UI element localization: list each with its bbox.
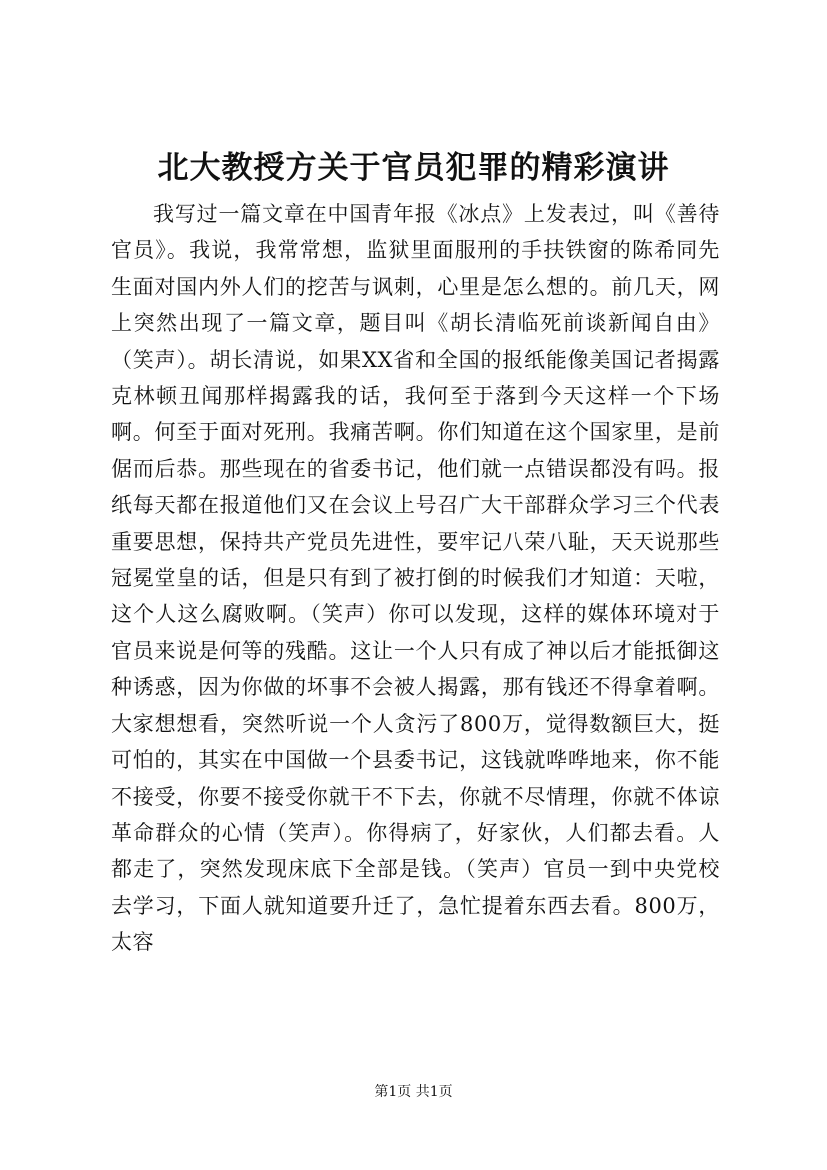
document-body-paragraph: 我写过一篇文章在中国青年报《冰点》上发表过，叫《善待官员》。我说，我常常想，监狱里面服刑的手扶铁窗的陈希同先生面对国内外人们的挖苦与讽刺，心里是怎么想的。前几天，网上突然出现了一篇文章，题目叫《胡长清临死前谈新闻自由》（笑声）。胡长清说，如果XX省和全国的报纸能像美国记者揭露克林顿丑闻那样揭露我的话，我何至于落到今天这样一个下场啊。何至于面对死刑。我痛苦啊。你们知道在这个国家里，是前倨而后恭。那些现在的省委书记，他们就一点错误都没有吗。报纸每天都在报道他们又在会议上号召广大干部群众学习三个代表重要思想，保持共产党员先进性，要牢记八荣八耻，天天说那些冠冕堂皇的话，但是只有到了被打倒的时候我们才知道：天啦，这个人这么腐败啊。（笑声）你可以发现，这样的媒体环境对于官员来说是何等的残酷。这让一个人只有成了神以后才能抵御这种诱惑，因为你做的坏事不会被人揭露，那有钱还不得拿着啊。大家想想看，突然听说一个人贪污了800万，觉得数额巨大，挺可怕的，其实在中国做一个县委书记，这钱就哗哗地来，你不能不接受，你要不接受你就干不下去，你就不尽情理，你就不体谅革命群众的心情（笑声）。你得病了，好家伙，人们都去看。人都走了，突然发现床底下全部是钱。（笑声）官员一到中央党校去学习，下面人就知道要升迁了，急忙提着东西去看。800万，太容 bbox=[111, 202, 720, 955]
page-number-footer: 第1页 共1页 bbox=[374, 1084, 453, 1100]
document-title: 北大教授方关于官员犯罪的精彩演讲 bbox=[157, 150, 670, 186]
